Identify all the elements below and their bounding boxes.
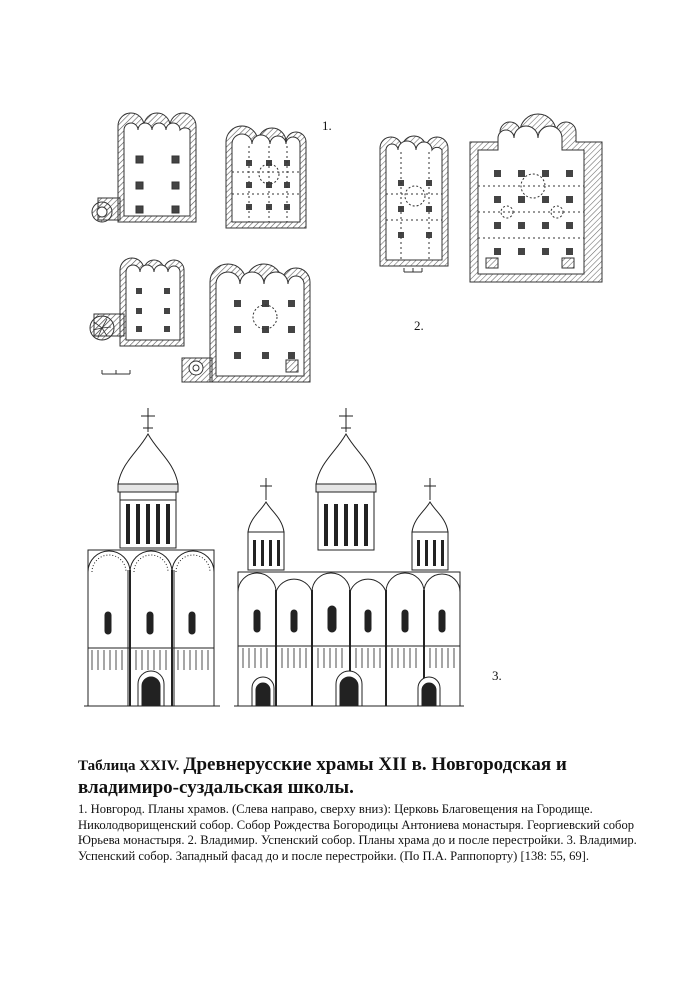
caption-heading [78, 754, 638, 800]
plan-before-reconstruction [380, 136, 448, 272]
vladimir-plans-drawing [370, 108, 620, 298]
caption-table-label: Таблица XXIV. [78, 758, 180, 774]
facade-after-reconstruction [234, 408, 464, 706]
caption-text: 1. Новгород. Планы храмов. (Слева направо, сверху вниз): Церковь Благовещения на Городище. Николодворищенский собор. Собор Рождества Богородицы Антониева монастыря. Георгиевский собор Юрьева монастыря. 2. Владимир. Успенский собор. Планы храма до и после перестройки. 3. Владимир. Успенский собор. Западный фасад до и после перестройки. (По П.А. Раппопорту) [138: 55, 69]. [78, 802, 637, 863]
plan-antoniev-monastery-cathedral [90, 258, 184, 346]
facade-before-reconstruction [84, 408, 220, 706]
caption-title: Древнерусские храмы XII в. Новгородская и владимиро-суздальская школы. [78, 754, 567, 798]
novgorod-plans-drawing [80, 112, 320, 388]
plan-nikolo-dvorishchensky-cathedral [226, 126, 306, 228]
plan-annunciation-church [92, 113, 196, 222]
figure-label-3: 3. [492, 668, 502, 683]
figure-caption [78, 754, 638, 864]
figure-label-1: 1. [322, 118, 332, 133]
figure-3-facades [78, 400, 468, 716]
plan-after-reconstruction [470, 114, 602, 282]
figure-label-2: 2. [414, 318, 424, 333]
plan-st-george-yuriev-cathedral [182, 264, 310, 382]
figure-1-novgorod-plans [80, 112, 320, 388]
facades-drawing [78, 400, 468, 716]
figure-2-vladimir-plans [370, 108, 620, 298]
